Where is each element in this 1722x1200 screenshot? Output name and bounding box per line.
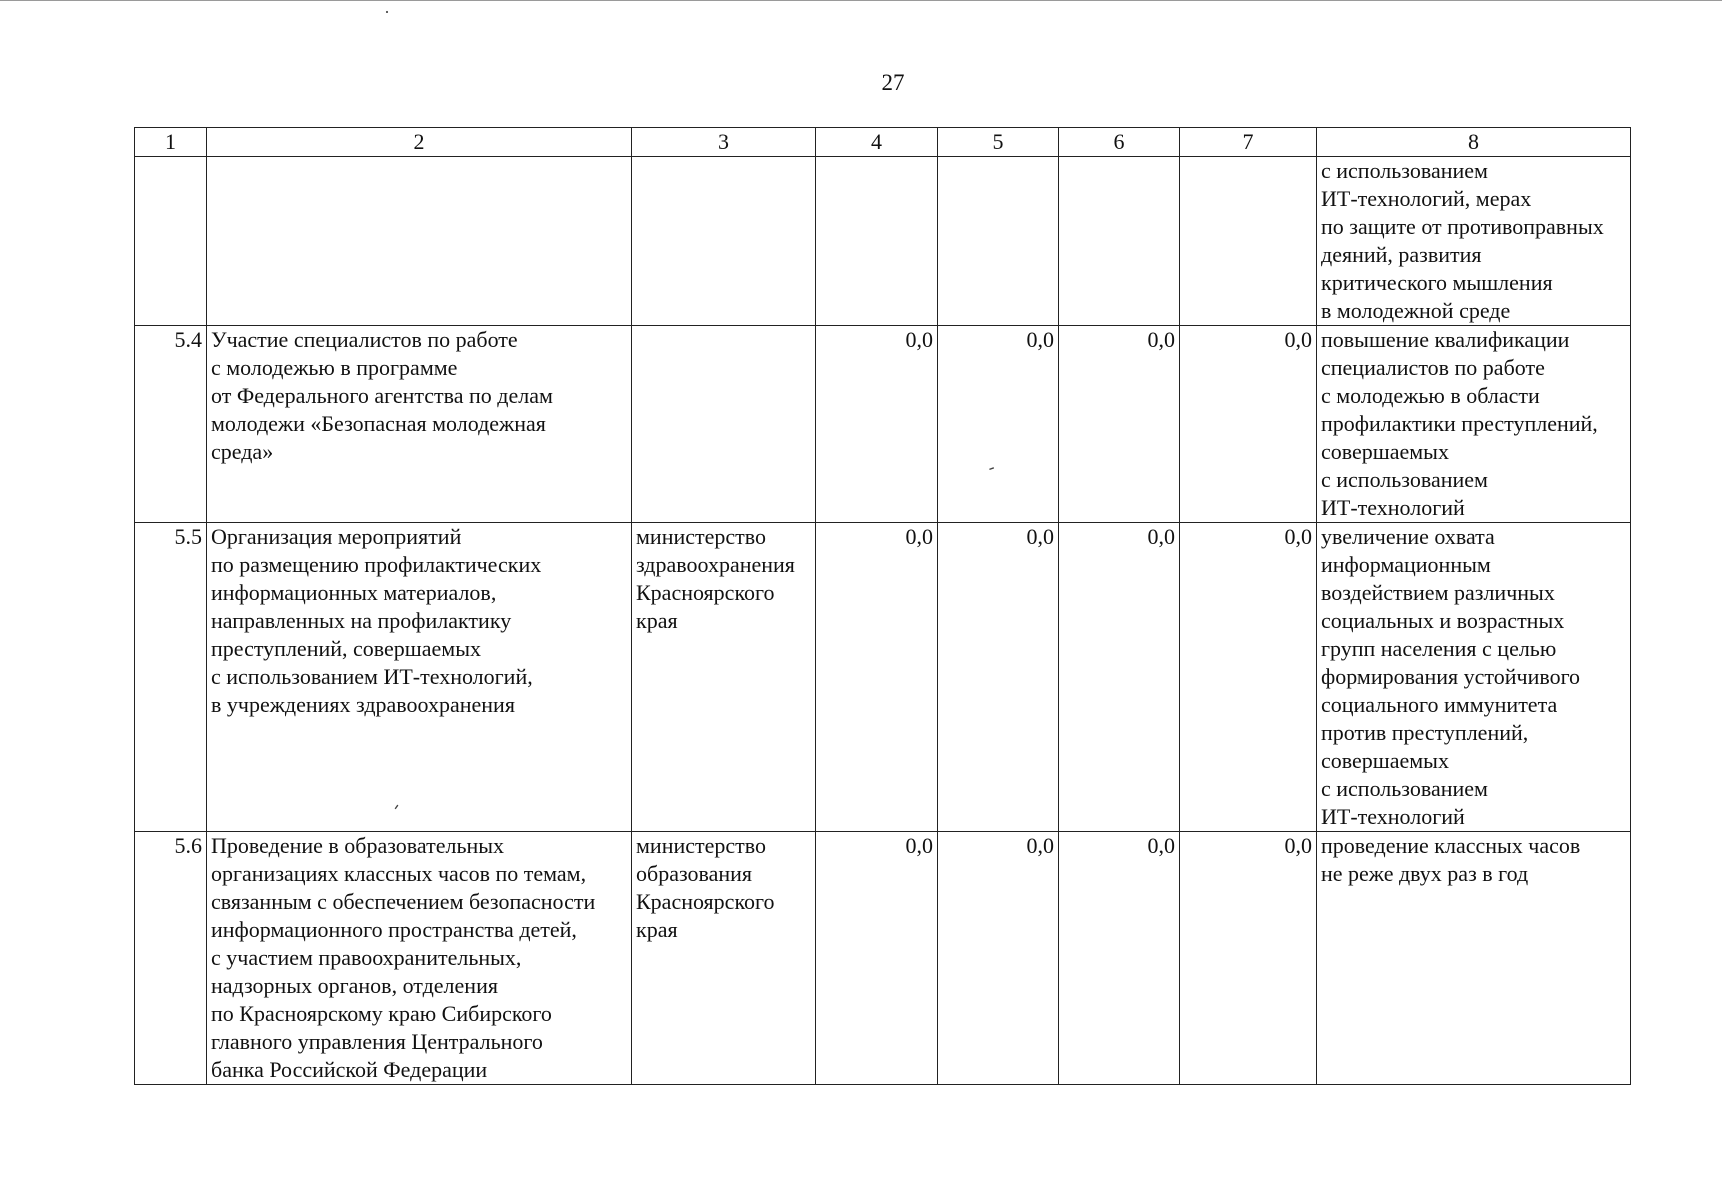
- executor: [632, 326, 816, 523]
- column-header: 3: [632, 128, 816, 157]
- measure-description: Организация мероприятий по размещению профилактических информационных материалов, направленных на профилактику преступлений, совершаемых с использованием ИТ-технологий, в учреждениях здравоохранения: [207, 523, 632, 832]
- value-col4: 0,0: [816, 523, 938, 832]
- row-number: 5.4: [135, 326, 207, 523]
- executor: [632, 157, 816, 326]
- value-col5: [938, 157, 1059, 326]
- scan-speck: -: [984, 456, 998, 478]
- value-col7: 0,0: [1180, 326, 1317, 523]
- row-number: 5.6: [135, 832, 207, 1085]
- scan-speck: -: [385, 797, 405, 815]
- executor: министерство образования Красноярского края: [632, 832, 816, 1085]
- column-header: 4: [816, 128, 938, 157]
- header-row: [135, 128, 1631, 157]
- table-row: [135, 832, 1631, 1085]
- scan-speck: ·: [384, 2, 390, 22]
- column-header: 1: [135, 128, 207, 157]
- row-number: [135, 157, 207, 326]
- column-header: 2: [207, 128, 632, 157]
- executor: министерство здравоохранения Красноярского края: [632, 523, 816, 832]
- value-col6: 0,0: [1059, 326, 1180, 523]
- expected-result: повышение квалификации специалистов по работе с молодежью в области профилактики преступлений, совершаемых с использованием ИТ-технологий: [1317, 326, 1631, 523]
- measures-table: [134, 127, 1631, 1085]
- value-col4: 0,0: [816, 326, 938, 523]
- value-col7: 0,0: [1180, 523, 1317, 832]
- column-header: 5: [938, 128, 1059, 157]
- value-col5: 0,0: [938, 832, 1059, 1085]
- value-col7: [1180, 157, 1317, 326]
- table-row: [135, 326, 1631, 523]
- row-number: 5.5: [135, 523, 207, 832]
- value-col5: 0,0: [938, 326, 1059, 523]
- expected-result: увеличение охвата информационным воздействием различных социальных и возрастных групп населения с целью формирования устойчивого социального иммунитета против преступлений, совершаемых с использованием ИТ-технологий: [1317, 523, 1631, 832]
- page-number: 27: [881, 70, 905, 95]
- value-col4: [816, 157, 938, 326]
- value-col7: 0,0: [1180, 832, 1317, 1085]
- value-col5: 0,0: [938, 523, 1059, 832]
- value-col6: [1059, 157, 1180, 326]
- value-col4: 0,0: [816, 832, 938, 1085]
- expected-result: проведение классных часов не реже двух раз в год: [1317, 832, 1631, 1085]
- table-row: [135, 157, 1631, 326]
- column-header: 6: [1059, 128, 1180, 157]
- column-header: 8: [1317, 128, 1631, 157]
- expected-result: с использованием ИТ-технологий, мерах по защите от противоправных деяний, развития критического мышления в молодежной среде: [1317, 157, 1631, 326]
- value-col6: 0,0: [1059, 832, 1180, 1085]
- measure-description: Участие специалистов по работе с молодежью в программе от Федерального агентства по делам молодежи «Безопасная молодежная среда»: [207, 326, 632, 523]
- measure-description: [207, 157, 632, 326]
- scan-top-edge: [0, 0, 1722, 1]
- value-col6: 0,0: [1059, 523, 1180, 832]
- measure-description: Проведение в образовательных организациях классных часов по темам, связанным с обеспечением безопасности информационного пространства детей, с участием правоохранительных, надзорных органов, отделения по Красноярскому краю Сибирского главного управления Центрального банка Российской Федерации: [207, 832, 632, 1085]
- column-header: 7: [1180, 128, 1317, 157]
- table-row: [135, 523, 1631, 832]
